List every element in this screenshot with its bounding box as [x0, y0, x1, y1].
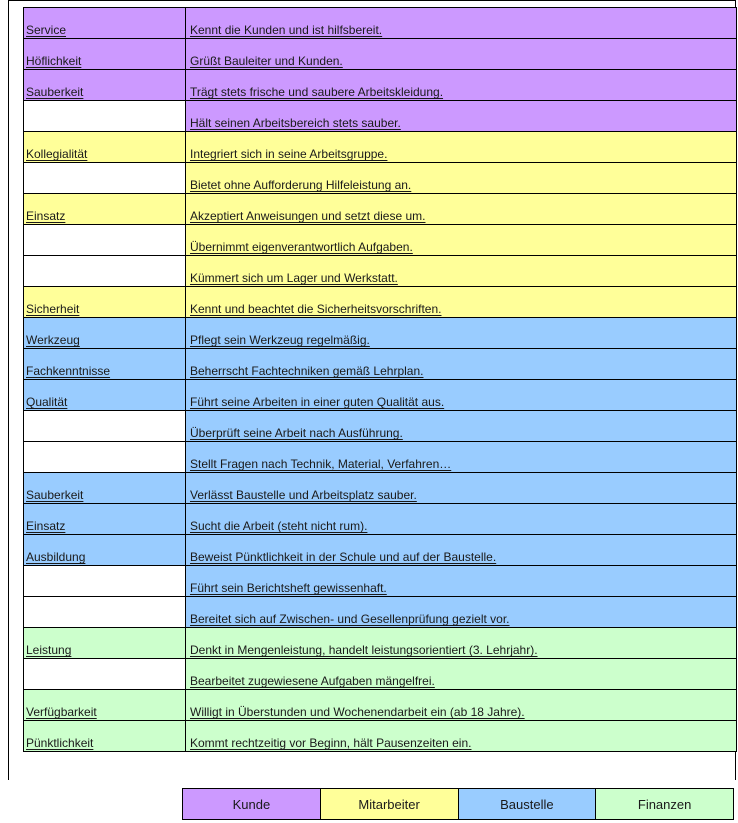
row-description: Kümmert sich um Lager und Werkstatt.: [186, 256, 737, 287]
row-description: Kommt rechtzeitig vor Beginn, hält Pausenzeiten ein.: [186, 721, 737, 752]
table-row: [24, 721, 737, 752]
row-category: Werkzeug: [24, 318, 186, 349]
row-description: Führt seine Arbeiten in einer guten Qualität aus.: [186, 380, 737, 411]
row-description: Kennt und beachtet die Sicherheitsvorschriften.: [186, 287, 737, 318]
row-description: Führt sein Berichtsheft gewissenhaft.: [186, 566, 737, 597]
row-description: Grüßt Bauleiter und Kunden.: [186, 39, 737, 70]
table-row: [24, 349, 737, 380]
row-description: Bietet ohne Aufforderung Hilfeleistung an.: [186, 163, 737, 194]
row-category: Leistung: [24, 628, 186, 659]
row-description: Beherrscht Fachtechniken gemäß Lehrplan.: [186, 349, 737, 380]
legend-kunde: Kunde: [183, 789, 321, 819]
table-row: [24, 535, 737, 566]
table-row: [24, 628, 737, 659]
row-description: Verlässt Baustelle und Arbeitsplatz sauber.: [186, 473, 737, 504]
row-description: Übernimmt eigenverantwortlich Aufgaben.: [186, 225, 737, 256]
table-row: [24, 101, 737, 132]
legend-finanzen: Finanzen: [596, 789, 733, 819]
row-category: Einsatz: [24, 504, 186, 535]
table-row: [24, 597, 737, 628]
row-description: Hält seinen Arbeitsbereich stets sauber.: [186, 101, 737, 132]
row-category: Service: [24, 8, 186, 39]
row-category: [24, 597, 186, 628]
row-category: Ausbildung: [24, 535, 186, 566]
row-category: Qualität: [24, 380, 186, 411]
table-row: [24, 566, 737, 597]
criteria-table: [23, 7, 737, 752]
table-row: [24, 690, 737, 721]
row-description: Überprüft seine Arbeit nach Ausführung.: [186, 411, 737, 442]
row-description: Sucht die Arbeit (steht nicht rum).: [186, 504, 737, 535]
table-row: [24, 39, 737, 70]
row-category: Höflichkeit: [24, 39, 186, 70]
table-row: [24, 163, 737, 194]
row-category: Verfügbarkeit: [24, 690, 186, 721]
table-row: [24, 318, 737, 349]
row-description: Trägt stets frische und saubere Arbeitskleidung.: [186, 70, 737, 101]
table-row: [24, 473, 737, 504]
row-category: [24, 256, 186, 287]
row-description: Denkt in Mengenleistung, handelt leistungsorientiert (3. Lehrjahr).: [186, 628, 737, 659]
table-row: [24, 225, 737, 256]
table-row: [24, 442, 737, 473]
table-row: [24, 8, 737, 39]
legend-mitarbeiter: Mitarbeiter: [321, 789, 459, 819]
table-row: [24, 380, 737, 411]
row-description: Willigt in Überstunden und Wochenendarbeit ein (ab 18 Jahre).: [186, 690, 737, 721]
row-description: Pflegt sein Werkzeug regelmäßig.: [186, 318, 737, 349]
table-row: [24, 659, 737, 690]
table-row: [24, 70, 737, 101]
row-category: Sicherheit: [24, 287, 186, 318]
row-category: Pünktlichkeit: [24, 721, 186, 752]
row-category: [24, 163, 186, 194]
row-category: [24, 442, 186, 473]
table-row: [24, 132, 737, 163]
row-category: Kollegialität: [24, 132, 186, 163]
row-description: Bearbeitet zugewiesene Aufgaben mängelfrei.: [186, 659, 737, 690]
color-legend: [182, 788, 734, 820]
row-category: Sauberkeit: [24, 70, 186, 101]
table-row: [24, 287, 737, 318]
row-description: Integriert sich in seine Arbeitsgruppe.: [186, 132, 737, 163]
row-description: Kennt die Kunden und ist hilfsbereit.: [186, 8, 737, 39]
table-row: [24, 194, 737, 225]
row-description: Bereitet sich auf Zwischen- und Gesellenprüfung gezielt vor.: [186, 597, 737, 628]
row-category: [24, 411, 186, 442]
row-description: Beweist Pünktlichkeit in der Schule und auf der Baustelle.: [186, 535, 737, 566]
table-row: [24, 504, 737, 535]
table-row: [24, 411, 737, 442]
row-category: [24, 101, 186, 132]
row-category: Fachkenntnisse: [24, 349, 186, 380]
row-category: [24, 566, 186, 597]
row-description: Akzeptiert Anweisungen und setzt diese um.: [186, 194, 737, 225]
criteria-table-body: [24, 8, 737, 752]
legend-baustelle: Baustelle: [459, 789, 597, 819]
row-category: Sauberkeit: [24, 473, 186, 504]
row-category: [24, 659, 186, 690]
table-row: [24, 256, 737, 287]
row-category: [24, 225, 186, 256]
row-description: Stellt Fragen nach Technik, Material, Verfahren…: [186, 442, 737, 473]
row-category: Einsatz: [24, 194, 186, 225]
